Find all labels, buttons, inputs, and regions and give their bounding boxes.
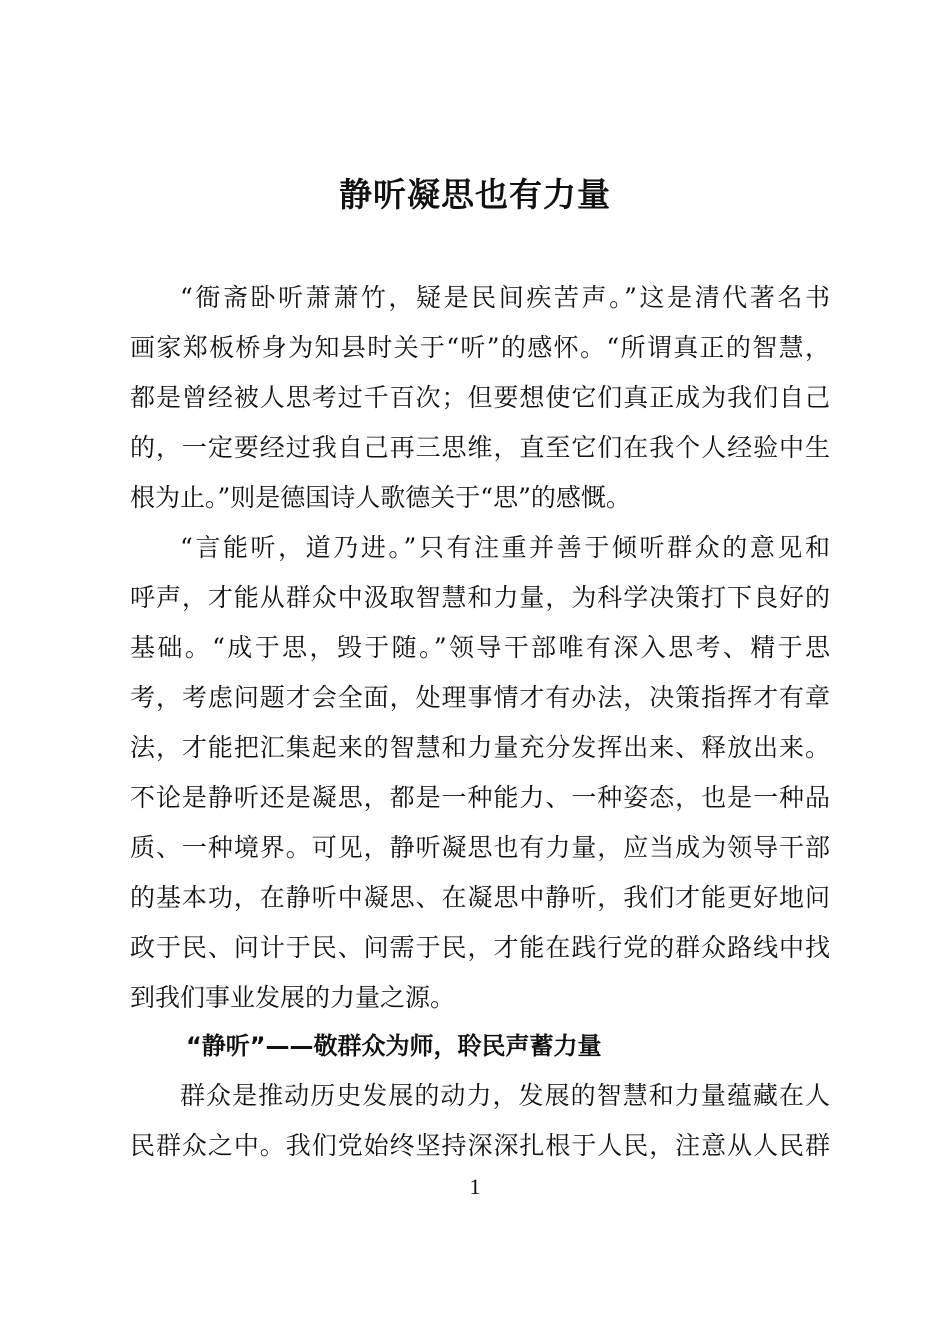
paragraph-line: 到我们事业发展的力量之源。 [130,983,456,1012]
paragraph-line: 的，一定要经过我自己再三思维，直至它们在我个人经验中生 [130,433,830,462]
paragraph-line: 的基本功，在静听中凝思、在凝思中静听，我们才能更好地问 [130,883,830,912]
paragraph-line: 质、一种境界。可见，静听凝思也有力量，应当成为领导干部 [130,833,830,862]
page-number: 1 [469,1174,481,1199]
paragraph-line: “衙斋卧听萧萧竹，疑是民间疾苦声。”这是清代著名书 [180,283,830,312]
paragraph-line: 民群众之中。我们党始终坚持深深扎根于人民，注意从人民群 [130,1131,830,1160]
paragraph-line: “言能听，道乃进。”只有注重并善于倾听群众的意见和 [180,533,830,562]
paragraph-line: 考，考虑问题才会全面，处理事情才有办法，决策指挥才有章 [130,683,830,712]
paragraph-line: 法，才能把汇集起来的智慧和力量充分发挥出来、释放出来。 [130,733,830,762]
paragraph-line: 根为止。”则是德国诗人歌德关于“思”的感慨。 [130,483,631,512]
paragraph-line: 都是曾经被人思考过千百次；但要想使它们真正成为我们自己 [130,383,830,412]
paragraph-line: 政于民、问计于民、问需于民，才能在践行党的群众路线中找 [130,933,830,962]
paragraph-line: 画家郑板桥身为知县时关于“听”的感怀。“所谓真正的智慧， [130,333,830,362]
paragraph-line: 呼声，才能从群众中汲取智慧和力量，为科学决策打下良好的 [130,583,830,612]
section-heading: “静听”——敬群众为师，聆民声蓄力量 [186,1032,602,1060]
paragraph-line: 基础。“成于思，毁于随。”领导干部唯有深入思考、精于思 [130,633,830,662]
document-title: 静听凝思也有力量 [339,175,611,214]
paragraph-line: 不论是静听还是凝思，都是一种能力、一种姿态，也是一种品 [130,783,830,812]
paragraph-line: 群众是推动历史发展的动力，发展的智慧和力量蕴藏在人 [180,1081,830,1110]
